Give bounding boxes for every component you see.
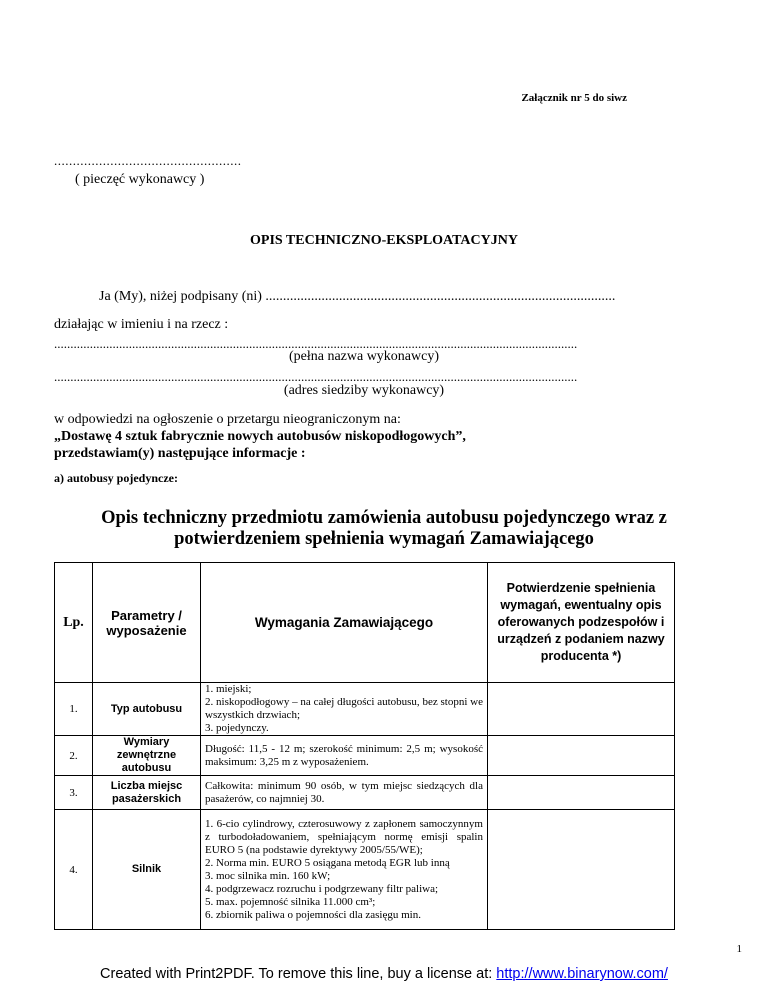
full-name-dotted-line: ................................................................................................................................................................. (54, 336, 578, 351)
table-heading-line-1: Opis techniczny przedmiotu zamówienia autobusu pojedynczego wraz z (101, 508, 667, 528)
header-requirements: Wymagania Zamawiającego (201, 563, 488, 683)
confirmation-cell[interactable] (488, 736, 675, 776)
header-lp: Lp. (55, 563, 93, 683)
full-name-caption: (pełna nazwa wykonawcy) (288, 349, 440, 364)
footer-link[interactable]: http://www.binarynow.com/ (496, 966, 668, 982)
acting-on-behalf: działając w imieniu i na rzecz : (54, 317, 229, 332)
row-parameter: Typ autobusu (93, 683, 201, 736)
confirmation-cell[interactable] (488, 683, 675, 736)
row-requirements (201, 776, 488, 810)
row-number: 4. (55, 810, 93, 930)
intro-line-1: w odpowiedzi na ogłoszenie o przetargu nieograniczonym na: (54, 412, 401, 427)
header-confirmation: Potwierdzenie spełnienia wymagań, ewentualny opis oferowanych podzespołów i urządzeń z podaniem nazwy producenta *) (488, 563, 675, 683)
requirement-line: Długość: 11,5 - 12 m; szerokość minimum: 2,5 m; wysokość maksimum: 3,25 m z wyposażeniem. (205, 742, 483, 768)
page-number: 1 (736, 943, 742, 955)
requirement-line: 4. podgrzewacz rozruchu i podgrzewany filtr paliwa; (205, 882, 439, 895)
footer-text: Created with Print2PDF. To remove this line, buy a license at: (100, 966, 497, 982)
row-requirements (201, 810, 488, 930)
row-parameter: Silnik (93, 810, 201, 930)
table-header-row (55, 563, 675, 683)
requirement-line: 3. pojedynczy. (205, 722, 269, 734)
intro-line-2: „Dostawę 4 sztuk fabrycznie nowych autobusów niskopodłogowych”, (54, 429, 466, 444)
row-number: 2. (55, 736, 93, 776)
intro-line-3: przedstawiam(y) następujące informacje : (54, 446, 306, 461)
requirement-line: 5. max. pojemność silnika 11.000 cm³; (205, 895, 376, 908)
table-row (55, 776, 675, 810)
row-parameter: Liczba miejsc pasażerskich (93, 776, 201, 810)
confirmation-cell[interactable] (488, 776, 675, 810)
table-heading-line-2: potwierdzeniem spełnienia wymagań Zamawiającego (174, 529, 594, 549)
row-parameter: Wymiary zewnętrzne autobusu (93, 736, 201, 776)
requirement-line: Całkowita: minimum 90 osób, w tym miejsc siedzących dla pasażerów, co najmniej 30. (205, 779, 483, 805)
requirement-line: 1. 6-cio cylindrowy, czterosuwowy z zapłonem samoczynnym z turbodoładowaniem, spełniającym normę emisji spalin EURO 5 (na podstawie dyrektywy 2005/55/WE); (205, 817, 483, 856)
header-params: Parametry / wyposażenie (93, 563, 201, 683)
requirement-line: 6. zbiornik paliwa o pojemności dla zasięgu min. (205, 908, 421, 921)
section-label: a) autobusy pojedyncze: (54, 471, 179, 485)
requirement-line: 3. moc silnika min. 160 kW; (205, 869, 331, 882)
requirement-line: 2. Norma min. EURO 5 osiągana metodą EGR lub inną (205, 856, 450, 869)
requirement-line: 1. miejski; (205, 683, 252, 695)
stamp-caption: ( pieczęć wykonawcy ) (75, 172, 205, 187)
row-requirements (201, 736, 488, 776)
row-number: 3. (55, 776, 93, 810)
intro-paragraph (54, 411, 466, 462)
attachment-label: Załącznik nr 5 do siwz (521, 92, 627, 104)
confirmation-cell[interactable] (488, 810, 675, 930)
row-requirements (201, 683, 488, 736)
document-title: OPIS TECHNICZNO-EKSPLOATACYJNY (250, 233, 518, 248)
table-row (55, 810, 675, 930)
row-number: 1. (55, 683, 93, 736)
table-heading (0, 508, 768, 550)
spec-table (54, 562, 675, 930)
stamp-dotted-line: .................................................. (54, 153, 242, 168)
table-row (55, 736, 675, 776)
requirement-line: 2. niskopodłogowy – na całej długości autobusu, bez stopni we wszystkich drzwiach; (205, 696, 483, 721)
declaration-line: Ja (My), niżej podpisany (ni) .................................................................................................... (99, 289, 616, 304)
print2pdf-footer (0, 966, 768, 982)
address-caption: (adres siedziby wykonawcy) (283, 383, 445, 398)
table-row (55, 683, 675, 736)
address-dotted-line: ................................................................................................................................................................. (54, 369, 578, 384)
